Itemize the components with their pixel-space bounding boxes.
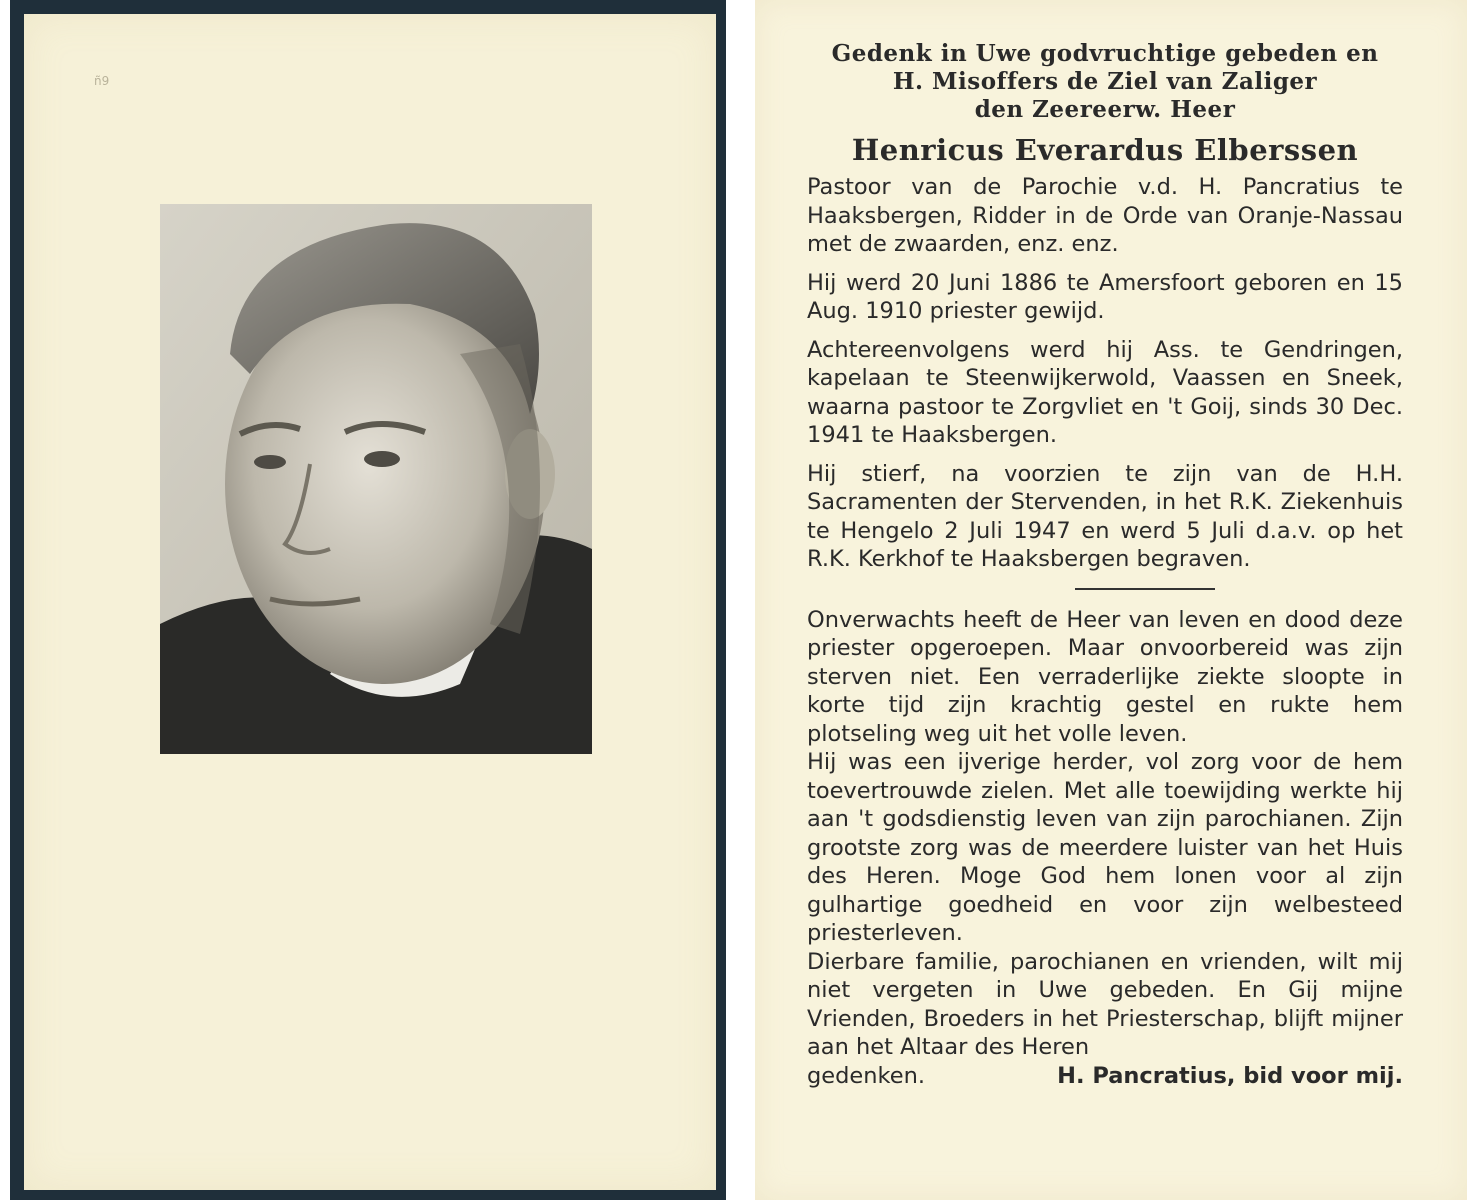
- prayer-request-paragraph: Dierbare familie, parochianen en vrienden, wilt mij niet vergeten in Uwe gebeden. En Gij mijne Vrienden, Broeders in het Priesterschap, blijft mijner aan het Altaar des Heren: [807, 948, 1403, 1060]
- portrait-card: [10, 0, 726, 1200]
- memorial-header: [807, 40, 1403, 124]
- eulogy-paragraph: Onverwachts heeft de Heer van leven en dood deze priester opgeroepen. Maar onvoorbereid was zijn sterven niet. Een verraderlijke ziekte sloopte in korte tijd zijn krachtig gestel en rukte hem plotseling weg uit het volle leven.: [807, 606, 1403, 747]
- portrait-illustration: [160, 204, 592, 754]
- stray-mark: ñ9: [94, 74, 110, 88]
- header-line: Gedenk in Uwe godvruchtige gebeden en: [831, 40, 1379, 67]
- eulogy-paragraph: Hij was een ijverige herder, vol zorg voor de hem toevertrouwde zielen. Met alle toewijding werkte hij aan 't godsdienstig leven van zijn parochianen. Zijn grootste zorg was de meerdere luister van het Huis des Heren. Moge God hem lonen voor al zijn gulhartige goedheid en voor zijn welbesteed priesterleven.: [807, 749, 1403, 946]
- header-line: den Zeereerw. Heer: [974, 96, 1236, 123]
- divider: [1075, 588, 1215, 590]
- signoff: H. Pancratius, bid voor mij.: [1057, 1062, 1403, 1089]
- portrait-photo: [160, 204, 592, 754]
- memorial-text-card: [755, 0, 1467, 1200]
- deceased-name: Henricus Everardus Elberssen: [851, 133, 1359, 167]
- death-paragraph: Hij stierf, na voorzien te zijn van de H.H. Sacramenten der Stervenden, in het R.K. Ziekenhuis te Hengelo 2 Juli 1947 en werd 5 Juli d.a.v. op het R.K. Kerkhof te Haaksbergen begraven.: [807, 460, 1403, 572]
- signoff-line: [807, 1062, 1403, 1091]
- birth-paragraph: Hij werd 20 Juni 1886 te Amersfoort geboren en 15 Aug. 1910 priester gewijd.: [807, 269, 1403, 324]
- header-line: H. Misoffers de Ziel van Zaliger: [892, 68, 1318, 95]
- memorial-text: [807, 40, 1403, 1090]
- titles-paragraph: Pastoor van de Parochie v.d. H. Pancratius te Haaksbergen, Ridder in de Orde van Oranje-Nassau met de zwaarden, enz. enz.: [807, 174, 1403, 257]
- portrait-card-inner: [24, 14, 716, 1190]
- career-paragraph: Achtereenvolgens werd hij Ass. te Gendringen, kapelaan te Steenwijkerwold, Vaassen en Sneek, waarna pastoor te Zorgvliet en 't Goij, sinds 30 Dec. 1941 te Haaksbergen.: [807, 336, 1403, 448]
- closing-word: gedenken.: [807, 1062, 925, 1089]
